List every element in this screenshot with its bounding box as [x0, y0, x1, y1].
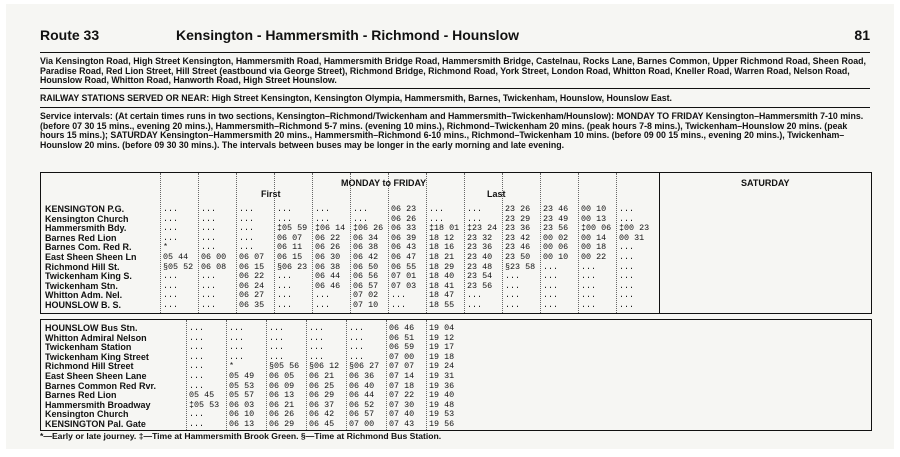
- column-divider: [578, 173, 579, 313]
- time-cell: 06 15: [277, 252, 303, 262]
- time-cell: 19 48: [429, 399, 455, 410]
- time-cell: 06 39: [391, 232, 417, 243]
- time-cell: ...: [189, 361, 205, 372]
- time-cell: 07 30: [389, 399, 415, 410]
- time-cell: ‡05 59: [277, 223, 308, 234]
- time-cell: ...: [269, 351, 285, 362]
- time-cell: ...: [619, 242, 635, 253]
- time-cell: ...: [349, 323, 365, 333]
- time-cell: 06 26: [315, 242, 341, 253]
- stop-name: Twickenham King Street: [45, 351, 149, 362]
- time-cell: 19 17: [429, 342, 455, 353]
- time-cell: 06 25: [309, 380, 335, 391]
- time-cell: ...: [189, 351, 205, 362]
- stop-name: KENSINGTON Pal. Gate: [45, 419, 146, 429]
- time-cell: ...: [581, 290, 597, 301]
- time-cell: §06 27: [349, 361, 380, 372]
- time-cell: ...: [269, 342, 285, 353]
- column-divider: [346, 320, 347, 430]
- time-cell: 18 29: [429, 261, 455, 272]
- time-cell: ...: [309, 342, 325, 353]
- time-cell: ...: [163, 271, 179, 282]
- sat-heading: SATURDAY: [741, 178, 790, 188]
- time-cell: ...: [189, 409, 205, 420]
- time-cell: 00 31: [619, 232, 645, 243]
- time-cell: 07 43: [389, 419, 415, 429]
- time-cell: ...: [353, 204, 369, 214]
- time-cell: 06 38: [353, 242, 379, 253]
- time-cell: ...: [543, 280, 559, 291]
- time-cell: 06 08: [201, 261, 227, 272]
- time-cell: ...: [269, 332, 285, 343]
- column-divider: [306, 320, 307, 430]
- time-cell: 06 44: [315, 271, 341, 282]
- time-cell: *: [229, 361, 235, 372]
- time-cell: ...: [429, 213, 445, 224]
- time-cell: 06 03: [229, 399, 255, 410]
- stop-name: Richmond Hill St.: [45, 261, 120, 272]
- stop-name: Barnes Com. Red R.: [45, 242, 132, 253]
- time-cell: 06 57: [353, 280, 379, 291]
- page-number: 81: [854, 27, 870, 43]
- time-cell: ...: [189, 323, 205, 333]
- time-cell: 06 34: [353, 232, 379, 243]
- time-cell: ...: [189, 332, 205, 343]
- time-cell: ‡23 24: [467, 223, 498, 234]
- time-cell: ...: [315, 290, 331, 301]
- timetable-page: [6, 4, 894, 449]
- time-cell: ...: [201, 271, 217, 282]
- time-cell: ...: [619, 204, 635, 214]
- time-cell: 05 53: [229, 380, 255, 391]
- column-divider: [426, 173, 427, 313]
- stop-name: Twickenham Station: [45, 342, 132, 353]
- column-divider: [236, 173, 237, 313]
- time-cell: 06 21: [309, 371, 335, 381]
- route-title: Kensington - Hammersmith - Richmond - Hounslow: [176, 27, 520, 43]
- time-cell: 06 09: [269, 380, 295, 391]
- time-cell: 19 24: [429, 361, 455, 372]
- time-cell: ...: [277, 204, 293, 214]
- time-cell: 07 40: [389, 409, 415, 420]
- time-cell: ‡00 23: [619, 223, 650, 234]
- time-cell: §05 52: [163, 261, 194, 272]
- time-cell: 23 46: [543, 204, 569, 214]
- stop-name: Whitton Admiral Nelson: [45, 332, 147, 343]
- time-cell: ...: [467, 290, 483, 301]
- time-cell: ...: [201, 204, 217, 214]
- time-cell: 23 40: [467, 252, 493, 262]
- time-cell: 23 49: [543, 213, 569, 224]
- time-cell: ...: [391, 300, 407, 310]
- stop-name: East Sheen Sheen Lane: [45, 371, 147, 381]
- time-cell: 05 45: [189, 390, 215, 401]
- time-cell: ...: [619, 280, 635, 291]
- time-cell: 19 12: [429, 332, 455, 343]
- time-cell: 06 00: [201, 252, 227, 262]
- time-cell: 06 36: [349, 371, 375, 381]
- time-cell: 00 10: [581, 204, 607, 214]
- time-cell: ...: [239, 232, 255, 243]
- time-cell: ...: [277, 290, 293, 301]
- time-cell: ...: [201, 290, 217, 301]
- time-cell: ‡06 26: [353, 223, 384, 234]
- column-divider: [386, 320, 387, 430]
- time-cell: ...: [467, 204, 483, 214]
- stop-name: Barnes Common Red Rvr.: [45, 380, 157, 391]
- column-divider: [312, 173, 313, 313]
- time-cell: 05 49: [229, 371, 255, 381]
- time-cell: ...: [277, 280, 293, 291]
- time-cell: 06 46: [389, 323, 415, 333]
- inbound-timetable: [40, 319, 872, 431]
- footnote: *—Early or late journey. ‡—Time at Hammersmith Brook Green. §—Time at Richmond Bus Station.: [40, 431, 442, 441]
- time-cell: 06 07: [277, 232, 303, 243]
- time-cell: 23 42: [505, 232, 531, 243]
- time-cell: ...: [315, 204, 331, 214]
- time-cell: ...: [229, 332, 245, 343]
- time-cell: ...: [189, 380, 205, 391]
- time-cell: ...: [163, 232, 179, 243]
- time-cell: ...: [505, 290, 521, 301]
- time-cell: 23 56: [543, 223, 569, 234]
- time-cell: 23 54: [467, 271, 493, 282]
- time-cell: ...: [163, 213, 179, 224]
- column-divider: [266, 320, 267, 430]
- column-divider: [160, 173, 161, 313]
- time-cell: 06 15: [239, 261, 265, 272]
- column-divider: [616, 173, 617, 313]
- time-cell: 19 40: [429, 390, 455, 401]
- time-cell: ...: [309, 332, 325, 343]
- time-cell: ...: [239, 213, 255, 224]
- stop-name: Twickenham Stn.: [45, 280, 118, 291]
- time-cell: 23 46: [505, 242, 531, 253]
- time-cell: 06 29: [309, 390, 335, 401]
- time-cell: 06 27: [239, 290, 265, 301]
- time-cell: 23 36: [505, 223, 531, 234]
- time-cell: §06 12: [309, 361, 340, 372]
- column-divider: [198, 173, 199, 313]
- time-cell: 06 56: [353, 271, 379, 282]
- time-cell: ...: [505, 271, 521, 282]
- time-cell: 23 26: [505, 204, 531, 214]
- time-cell: 23 32: [467, 232, 493, 243]
- stop-name: Richmond Hill Street: [45, 361, 134, 372]
- time-cell: ...: [619, 300, 635, 310]
- time-cell: §23 58: [505, 261, 536, 272]
- time-cell: ...: [581, 280, 597, 291]
- time-cell: 19 53: [429, 409, 455, 420]
- time-cell: 00 14: [581, 232, 607, 243]
- time-cell: 23 50: [505, 252, 531, 262]
- time-cell: 07 22: [389, 390, 415, 401]
- time-cell: *: [163, 242, 169, 253]
- time-cell: 05 57: [229, 390, 255, 401]
- stop-name: HOUNSLOW B. S.: [45, 300, 121, 310]
- time-cell: ...: [543, 300, 559, 310]
- time-cell: 00 22: [581, 252, 607, 262]
- time-cell: 18 41: [429, 280, 455, 291]
- time-cell: 07 03: [391, 280, 417, 291]
- time-cell: 19 31: [429, 371, 455, 381]
- time-cell: ‡00 06: [581, 223, 612, 234]
- first-heading: First: [261, 189, 281, 199]
- time-cell: §06 23: [277, 261, 308, 272]
- stop-name: KENSINGTON P.G.: [45, 204, 125, 214]
- via-rule: [40, 88, 870, 89]
- time-cell: ...: [505, 280, 521, 291]
- stop-name: Barnes Red Lion: [45, 390, 117, 401]
- time-cell: 06 11: [277, 242, 303, 253]
- time-cell: ...: [619, 271, 635, 282]
- time-cell: 06 44: [349, 390, 375, 401]
- time-cell: 06 57: [349, 409, 375, 420]
- time-cell: 06 26: [269, 409, 295, 420]
- time-cell: 23 36: [467, 242, 493, 253]
- time-cell: 06 42: [309, 409, 335, 420]
- time-cell: 06 40: [349, 380, 375, 391]
- time-cell: ‡06 14: [315, 223, 346, 234]
- time-cell: ...: [239, 223, 255, 234]
- time-cell: ...: [189, 419, 205, 429]
- time-cell: 07 14: [389, 371, 415, 381]
- time-cell: 18 47: [429, 290, 455, 301]
- time-cell: ...: [543, 261, 559, 272]
- time-cell: ...: [349, 342, 365, 353]
- saturday-divider: [659, 173, 660, 313]
- time-cell: ...: [309, 323, 325, 333]
- time-cell: ...: [189, 342, 205, 353]
- time-cell: 07 00: [349, 419, 375, 429]
- time-cell: ...: [349, 351, 365, 362]
- time-cell: ...: [315, 213, 331, 224]
- time-cell: 00 18: [581, 242, 607, 253]
- time-cell: ...: [269, 323, 285, 333]
- time-cell: ...: [619, 290, 635, 301]
- time-cell: §05 56: [269, 361, 300, 372]
- time-cell: ...: [505, 300, 521, 310]
- time-cell: ...: [353, 213, 369, 224]
- time-cell: 07 18: [389, 380, 415, 391]
- time-cell: 07 01: [391, 271, 417, 282]
- time-cell: ...: [467, 213, 483, 224]
- time-cell: 19 56: [429, 419, 455, 429]
- time-cell: ...: [619, 213, 635, 224]
- time-cell: 06 13: [269, 390, 295, 401]
- time-cell: 18 16: [429, 242, 455, 253]
- outbound-timetable: [40, 172, 872, 314]
- time-cell: ...: [189, 371, 205, 381]
- last-heading: Last: [487, 189, 506, 199]
- time-cell: ...: [201, 223, 217, 234]
- time-cell: 06 55: [391, 261, 417, 272]
- time-cell: 00 10: [543, 252, 569, 262]
- time-cell: ...: [239, 204, 255, 214]
- column-divider: [426, 320, 427, 430]
- stop-name: Whitton Adm. Nel.: [45, 290, 123, 301]
- time-cell: ...: [277, 213, 293, 224]
- time-cell: ...: [581, 261, 597, 272]
- time-cell: 07 00: [389, 351, 415, 362]
- time-cell: 18 40: [429, 271, 455, 282]
- time-cell: ...: [309, 351, 325, 362]
- column-divider: [388, 173, 389, 313]
- column-divider: [226, 320, 227, 430]
- stop-name: HOUNSLOW Bus Stn.: [45, 323, 138, 333]
- railway-stations: RAILWAY STATIONS SERVED OR NEAR: High Street Kensington, Kensington Olympia, Hammersmith, Barnes, Twickenham, Hounslow, Hounslow East.: [40, 93, 673, 103]
- time-cell: ...: [201, 213, 217, 224]
- time-cell: ...: [229, 323, 245, 333]
- time-cell: 18 21: [429, 252, 455, 262]
- via-text: Via Kensington Road, High Street Kensington, Hammersmith Road, Hammersmith Bridge Road, Hammersmith Bridge, Castelnau, Rocks Lane, Barnes Common, Upper Richmond Road, Sheen Road, Paradise Road, Red Lion Street, Hill Street (eastbound via George Street), Richmond Bridge, Richmond Road, York Street, London Road, Whitton Road, Kneller Road, Warren Road, Nelson Road, Hounslow Road, Whitton Road, Hanworth Road, High Street Hounslow.: [40, 56, 866, 86]
- column-divider: [186, 320, 187, 430]
- time-cell: ...: [229, 351, 245, 362]
- time-cell: 07 02: [353, 290, 379, 301]
- time-cell: 05 44: [163, 252, 189, 262]
- time-cell: ...: [581, 300, 597, 310]
- time-cell: ...: [163, 300, 179, 310]
- time-cell: ...: [201, 300, 217, 310]
- time-cell: 06 05: [269, 371, 295, 381]
- time-cell: 06 33: [391, 223, 417, 234]
- time-cell: 06 50: [353, 261, 379, 272]
- stop-name: Hammersmith Bdy.: [45, 223, 127, 234]
- railway-rule: [40, 107, 870, 108]
- time-cell: ‡18 01: [429, 223, 460, 234]
- time-cell: 06 45: [309, 419, 335, 429]
- time-cell: ...: [619, 252, 635, 262]
- time-cell: 06 22: [239, 271, 265, 282]
- stop-name: Twickenham King S.: [45, 271, 132, 282]
- time-cell: ‡05 53: [189, 399, 220, 410]
- time-cell: ...: [543, 290, 559, 301]
- time-cell: 23 56: [467, 280, 493, 291]
- column-divider: [350, 173, 351, 313]
- time-cell: 06 51: [389, 332, 415, 343]
- time-cell: ...: [543, 271, 559, 282]
- time-cell: 06 13: [229, 419, 255, 429]
- time-cell: 19 36: [429, 380, 455, 391]
- stop-name: Hammersmith Broadway: [45, 399, 151, 410]
- time-cell: 07 10: [353, 300, 379, 310]
- time-cell: 00 02: [543, 232, 569, 243]
- time-cell: ...: [239, 242, 255, 253]
- time-cell: 06 21: [269, 399, 295, 410]
- stop-name: Barnes Red Lion: [45, 232, 117, 243]
- time-cell: ...: [229, 342, 245, 353]
- time-cell: 06 07: [239, 252, 265, 262]
- route-number: Route 33: [40, 27, 100, 43]
- time-cell: 06 46: [315, 280, 341, 291]
- time-cell: 00 06: [543, 242, 569, 253]
- mf-heading: MONDAY to FRIDAY: [341, 178, 427, 188]
- time-cell: ...: [277, 300, 293, 310]
- time-cell: 06 38: [315, 261, 341, 272]
- time-cell: ...: [201, 232, 217, 243]
- time-cell: ...: [201, 280, 217, 291]
- time-cell: 06 59: [389, 342, 415, 353]
- time-cell: 19 18: [429, 351, 455, 362]
- header-rule: [40, 52, 870, 53]
- time-cell: ...: [163, 290, 179, 301]
- time-cell: 18 55: [429, 300, 455, 310]
- stop-name: East Sheen Sheen Ln: [45, 252, 137, 262]
- time-cell: ...: [277, 271, 293, 282]
- time-cell: 06 24: [239, 280, 265, 291]
- time-cell: ...: [201, 242, 217, 253]
- column-divider: [464, 173, 465, 313]
- time-cell: ...: [163, 204, 179, 214]
- time-cell: ...: [163, 280, 179, 291]
- time-cell: 23 48: [467, 261, 493, 272]
- time-cell: ...: [315, 300, 331, 310]
- time-cell: 06 52: [349, 399, 375, 410]
- time-cell: ...: [349, 332, 365, 343]
- time-cell: 06 42: [353, 252, 379, 262]
- time-cell: 06 23: [391, 204, 417, 214]
- time-cell: ...: [163, 223, 179, 234]
- stop-name: Kensington Church: [45, 213, 129, 224]
- time-cell: ...: [619, 261, 635, 272]
- time-cell: ...: [581, 271, 597, 282]
- column-divider: [540, 173, 541, 313]
- page-header: [6, 22, 894, 48]
- time-cell: 06 22: [315, 232, 341, 243]
- time-cell: 06 47: [391, 252, 417, 262]
- time-cell: 06 10: [229, 409, 255, 420]
- stop-name: Kensington Church: [45, 409, 129, 420]
- time-cell: 06 43: [391, 242, 417, 253]
- time-cell: ...: [467, 300, 483, 310]
- time-cell: 23 29: [505, 213, 531, 224]
- time-cell: ...: [391, 290, 407, 301]
- time-cell: 07 07: [389, 361, 415, 372]
- service-intervals: Service intervals: (At certain times runs in two sections, Kensington–Richmond/Twickenham and Hammersmith–Twickenham/Hounslow): MONDAY TO FRIDAY Kensington–Hammersmith 7-10 mins. (before 07 30 15 mins., evening 20 mins.), Hammersmith–Richmond 5-7 mins. (evening 10 mins.), Richmond–Twickenham 20 mins. (peak hours 7-8 mins.), Twickenham–Hounslow 20 mins. (peak hours 15 mins.); SATURDAY Kensington–Hammersmith 20 mins., Hammersmith–Richmond 6-10 mins., Richmond–Twickenham 10 mins. (before 09 00 15 mins., evening 20 mins.), Twickenham–Hounslow 20 mins. (before 09 30 30 mins.). The intervals between buses may be longer in the early morning and late evening.: [40, 111, 864, 150]
- time-cell: 06 30: [315, 252, 341, 262]
- time-cell: 06 35: [239, 300, 265, 310]
- time-cell: 06 37: [309, 399, 335, 410]
- time-cell: 19 04: [429, 323, 455, 333]
- time-cell: 06 29: [269, 419, 295, 429]
- time-cell: 18 12: [429, 232, 455, 243]
- time-cell: ...: [429, 204, 445, 214]
- time-cell: 00 13: [581, 213, 607, 224]
- time-cell: 06 26: [391, 213, 417, 224]
